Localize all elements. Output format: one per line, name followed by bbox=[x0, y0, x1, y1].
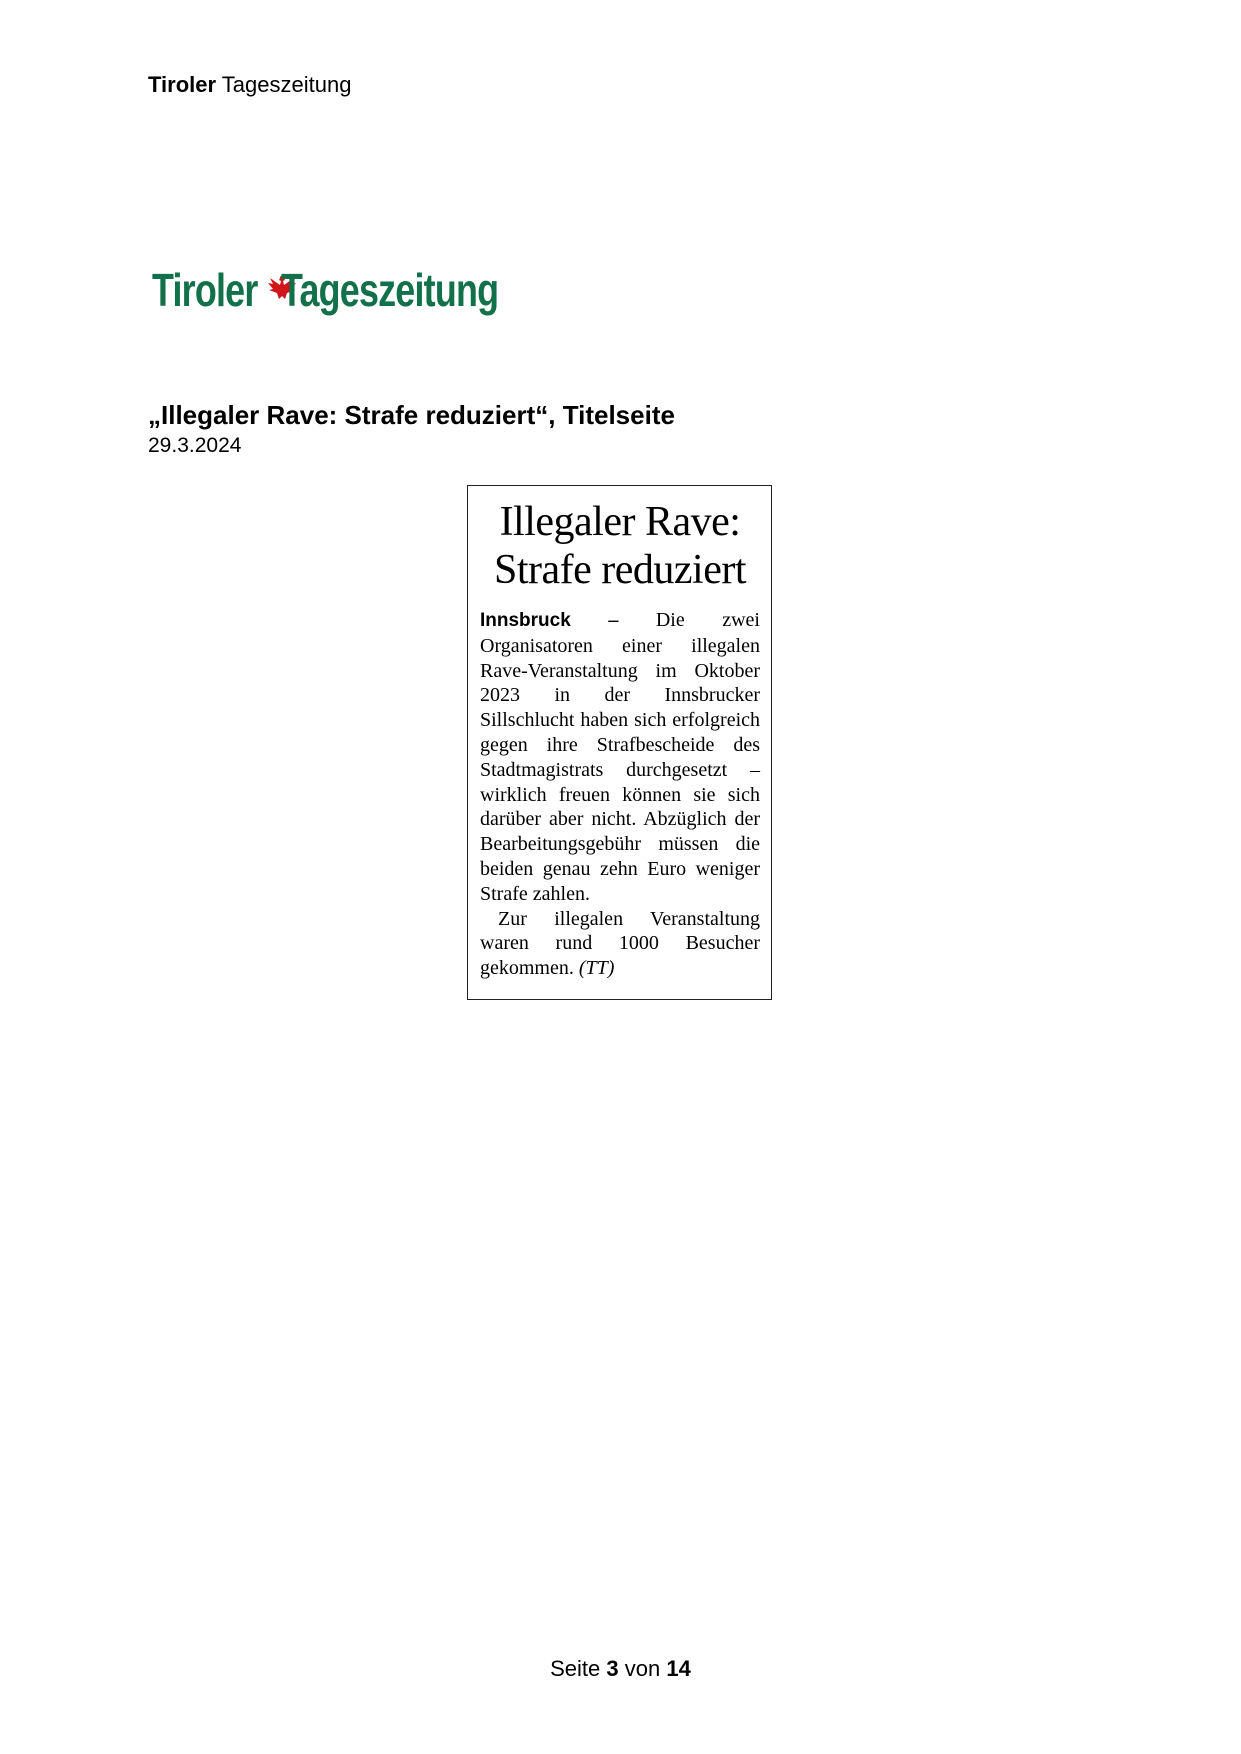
footer-total-pages: 14 bbox=[666, 1656, 691, 1681]
newspaper-logo bbox=[152, 262, 560, 318]
clipping-paragraph-2-text: Zur illegalen Veranstaltung waren rund 1000 Besucher gekommen. bbox=[480, 907, 760, 980]
clipping-headline-line1: Illegaler Rave: bbox=[499, 499, 741, 545]
logo-word-tiroler: Tiroler bbox=[152, 264, 258, 316]
clipping-paragraph-1-text: Die zwei Organisatoren einer illegalen Rave-Veranstaltung im Oktober 2023 in der Innsbrucker Sillschlucht haben sich erfolgreich gegen ihre Strafbescheide des Stadtmagistrats durchgesetzt – wirklich freuen können sie sich darüber aber nicht. Abzüglich der Bearbeitungsgebühr müssen die beiden genau zehn Euro weniger Strafe zahlen. bbox=[480, 609, 760, 905]
document-date: 29.3.2024 bbox=[148, 434, 242, 457]
clipping-dash: – bbox=[608, 609, 619, 631]
footer-middle: von bbox=[624, 1656, 661, 1681]
article-clipping bbox=[467, 485, 772, 1000]
header-brand-rest: Tageszeitung bbox=[221, 72, 352, 97]
clipping-dateline: Innsbruck bbox=[480, 610, 571, 631]
header-brand-bold: Tiroler bbox=[148, 72, 217, 97]
clipping-credit: (TT) bbox=[578, 957, 615, 980]
footer-page-number: 3 bbox=[606, 1656, 619, 1681]
clipping-headline-line2: Strafe reduziert bbox=[493, 547, 747, 593]
header-brand bbox=[148, 72, 351, 98]
logo-word-tageszeitung: Tageszeitung bbox=[281, 264, 499, 316]
clipping-paragraph-2 bbox=[480, 907, 760, 981]
document-title: „Illegaler Rave: Strafe reduziert“, Titelseite bbox=[148, 400, 675, 430]
clipping-headline bbox=[480, 498, 760, 594]
page-footer bbox=[0, 1656, 1241, 1682]
footer-prefix: Seite bbox=[550, 1656, 601, 1681]
clipping-paragraph-1 bbox=[480, 608, 760, 907]
